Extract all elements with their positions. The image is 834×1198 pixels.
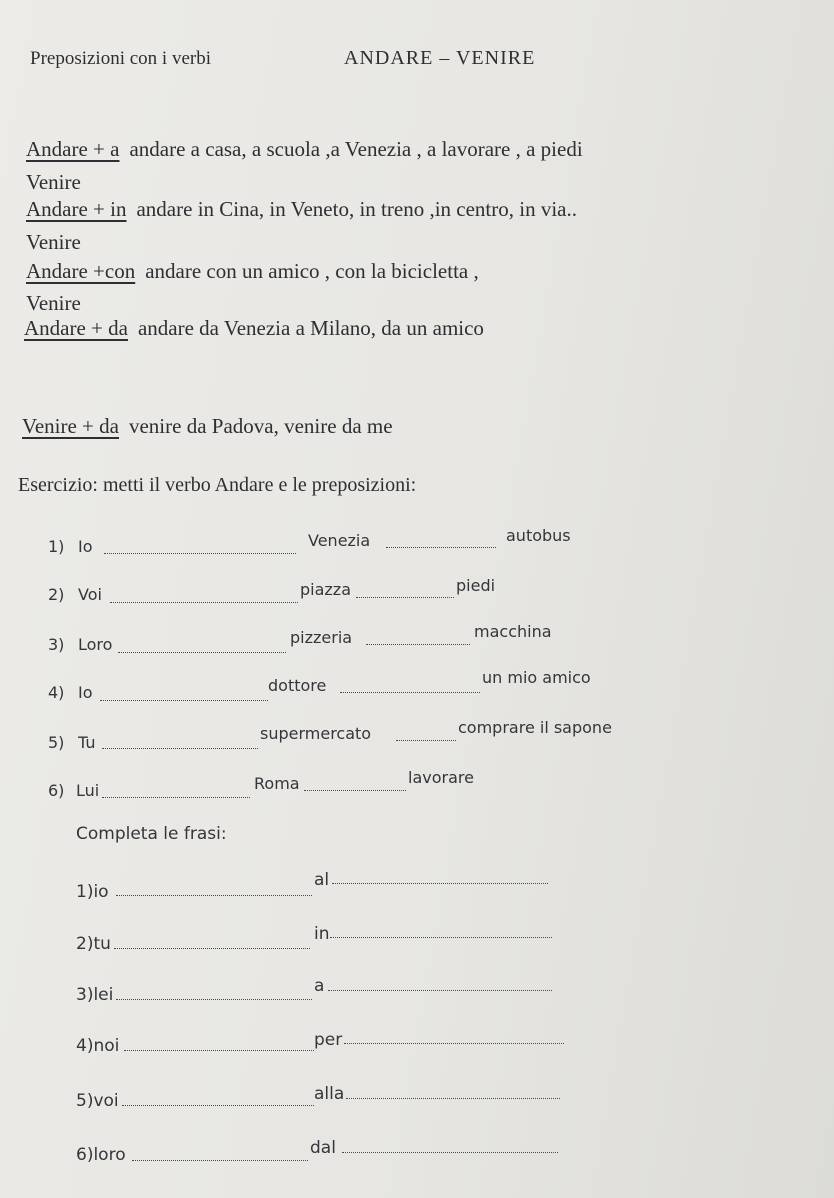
exercise-number: 5) — [48, 733, 65, 752]
exercise-end: un mio amico — [482, 668, 591, 687]
exercise-end: piedi — [456, 576, 496, 595]
title-text: Preposizioni con i verbi — [30, 48, 211, 69]
answer-blank[interactable] — [102, 797, 250, 798]
exercise-end: autobus — [506, 526, 571, 545]
rule-andare-da — [24, 316, 484, 341]
completa-start: 5)voi — [76, 1091, 119, 1111]
answer-blank[interactable] — [328, 990, 552, 991]
completa-prep: al — [314, 870, 330, 890]
exercise-subject: Io — [78, 683, 93, 702]
answer-blank[interactable] — [102, 748, 258, 749]
exercise-mid: dottore — [268, 676, 327, 695]
answer-blank[interactable] — [330, 937, 552, 938]
completa-start: 1)io — [76, 882, 109, 902]
exercise-mid: Roma — [254, 774, 300, 793]
exercise-number: 6) — [48, 781, 65, 800]
answer-blank[interactable] — [332, 883, 548, 884]
exercise-number: 1) — [48, 537, 65, 556]
page-title — [30, 47, 536, 70]
answer-blank[interactable] — [356, 597, 454, 598]
rule-key: Andare + da — [24, 316, 128, 340]
answer-blank[interactable] — [116, 895, 312, 896]
answer-blank[interactable] — [344, 1043, 564, 1044]
answer-blank[interactable] — [104, 553, 296, 554]
rule-examples: andare a casa, a scuola ,a Venezia , a lavorare , a piedi — [129, 137, 583, 161]
exercise-end: lavorare — [408, 768, 474, 787]
completa-prep: dal — [310, 1138, 336, 1158]
answer-blank[interactable] — [340, 692, 480, 693]
exercise-mid: Venezia — [308, 531, 371, 550]
exercise-mid: supermercato — [260, 724, 372, 743]
exercise-subject: Loro — [78, 635, 113, 654]
completa-start: 2)tu — [76, 934, 111, 954]
answer-blank[interactable] — [346, 1098, 560, 1099]
exercise-number: 2) — [48, 585, 65, 604]
rule-venire-label: Venire — [26, 230, 81, 254]
answer-blank[interactable] — [114, 948, 310, 949]
exercise-end: macchina — [474, 622, 552, 641]
rule-examples: andare in Cina, in Veneto, in treno ,in centro, in via.. — [136, 197, 577, 221]
completa-start: 3)lei — [76, 985, 114, 1005]
exercise-subject: Io — [78, 537, 93, 556]
rule-key: Andare + in — [26, 197, 127, 221]
completa-prep: per — [314, 1030, 343, 1050]
completa-prep: in — [314, 924, 330, 944]
completa-title: Completa le frasi: — [76, 824, 227, 844]
answer-blank[interactable] — [118, 652, 286, 653]
rule-key: Andare + a — [26, 137, 120, 161]
answer-blank[interactable] — [342, 1152, 558, 1153]
rule-andare-in — [26, 197, 577, 222]
exercise-subject: Lui — [76, 781, 100, 800]
exercise-end: comprare il sapone — [458, 718, 612, 737]
answer-blank[interactable] — [116, 999, 312, 1000]
answer-blank[interactable] — [124, 1050, 314, 1051]
exercise-number: 3) — [48, 635, 65, 654]
rule-examples: venire da Padova, venire da me — [128, 414, 393, 438]
rule-andare-con — [26, 259, 479, 284]
completa-start: 4)noi — [76, 1036, 120, 1056]
answer-blank[interactable] — [366, 644, 470, 645]
rule-andare-a — [26, 137, 583, 162]
rule-venire-label: Venire — [26, 170, 81, 194]
answer-blank[interactable] — [110, 602, 298, 603]
exercise-subject: Voi — [78, 585, 102, 604]
answer-blank[interactable] — [386, 547, 496, 548]
exercise-mid: pizzeria — [290, 628, 353, 647]
title-verbs: ANDARE – VENIRE — [344, 47, 536, 69]
rule-examples: andare da Venezia a Milano, da un amico — [137, 316, 484, 340]
answer-blank[interactable] — [396, 740, 456, 741]
completa-prep: alla — [314, 1084, 345, 1104]
rule-key: Venire + da — [22, 414, 119, 438]
rule-venire-da — [22, 414, 393, 439]
rule-venire-label: Venire — [26, 291, 81, 315]
completa-start: 6)loro — [76, 1145, 126, 1165]
exercise-mid: piazza — [300, 580, 352, 599]
exercise-number: 4) — [48, 683, 65, 702]
exercise-subject: Tu — [78, 733, 96, 752]
answer-blank[interactable] — [122, 1105, 314, 1106]
completa-prep: a — [314, 976, 325, 996]
rule-key: Andare +con — [26, 259, 136, 283]
answer-blank[interactable] — [304, 790, 406, 791]
answer-blank[interactable] — [100, 700, 268, 701]
answer-blank[interactable] — [132, 1160, 308, 1161]
rule-examples: andare con un amico , con la bicicletta , — [145, 259, 479, 283]
exercise-title: Esercizio: metti il verbo Andare e le preposizioni: — [18, 474, 417, 496]
